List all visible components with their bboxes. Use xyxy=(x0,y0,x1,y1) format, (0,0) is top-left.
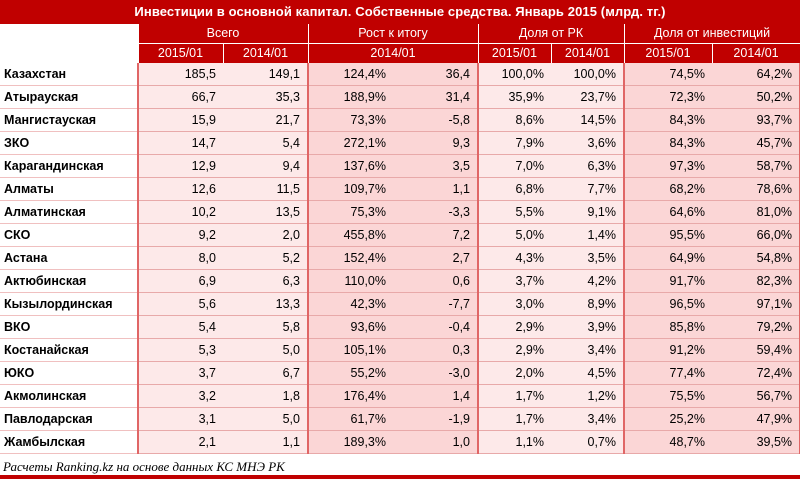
cell: 5,4 xyxy=(223,132,308,155)
cell: 73,3% xyxy=(308,109,393,132)
cell: 3,1 xyxy=(138,408,223,431)
cell: 1,0 xyxy=(393,431,478,454)
cell: 1,8 xyxy=(223,385,308,408)
cell: 11,5 xyxy=(223,178,308,201)
cell: 1,4 xyxy=(393,385,478,408)
cell: -1,9 xyxy=(393,408,478,431)
cell: 455,8% xyxy=(308,224,393,247)
cell: 5,4 xyxy=(138,316,223,339)
cell: 21,7 xyxy=(223,109,308,132)
cell: 42,3% xyxy=(308,293,393,316)
cell: 176,4% xyxy=(308,385,393,408)
cell: 188,9% xyxy=(308,86,393,109)
cell: 81,0% xyxy=(712,201,800,224)
cell: 74,5% xyxy=(624,63,712,86)
cell: 5,0 xyxy=(223,408,308,431)
cell: -5,8 xyxy=(393,109,478,132)
cell: 0,6 xyxy=(393,270,478,293)
cell: 5,5% xyxy=(478,201,551,224)
cell: 1,1% xyxy=(478,431,551,454)
sub-header-row xyxy=(0,44,800,64)
cell: 12,6 xyxy=(138,178,223,201)
cell: -3,3 xyxy=(393,201,478,224)
group-header-share-invest: Доля от инвестиций xyxy=(624,24,800,44)
group-header-total: Всего xyxy=(138,24,308,44)
col-share-inv-2015: 2015/01 xyxy=(624,44,712,64)
table-row xyxy=(0,247,800,270)
cell: 5,2 xyxy=(223,247,308,270)
cell: 137,6% xyxy=(308,155,393,178)
cell: 91,2% xyxy=(624,339,712,362)
cell: 6,7 xyxy=(223,362,308,385)
table-row xyxy=(0,293,800,316)
cell: 23,7% xyxy=(551,86,624,109)
row-label: ВКО xyxy=(0,316,138,339)
cell: 35,9% xyxy=(478,86,551,109)
cell: 2,1 xyxy=(138,431,223,454)
row-label: Мангистауская xyxy=(0,109,138,132)
cell: 5,8 xyxy=(223,316,308,339)
cell: 1,1 xyxy=(393,178,478,201)
cell: 7,9% xyxy=(478,132,551,155)
cell: 149,1 xyxy=(223,63,308,86)
cell: 8,0 xyxy=(138,247,223,270)
cell: 2,9% xyxy=(478,316,551,339)
cell: 93,7% xyxy=(712,109,800,132)
cell: 54,8% xyxy=(712,247,800,270)
cell: 272,1% xyxy=(308,132,393,155)
cell: 0,7% xyxy=(551,431,624,454)
cell: 4,2% xyxy=(551,270,624,293)
cell: 7,2 xyxy=(393,224,478,247)
chart-title-row xyxy=(0,0,800,24)
row-label: ЗКО xyxy=(0,132,138,155)
cell: 100,0% xyxy=(478,63,551,86)
cell: 100,0% xyxy=(551,63,624,86)
table-row xyxy=(0,385,800,408)
cell: 3,2 xyxy=(138,385,223,408)
row-label: Павлодарская xyxy=(0,408,138,431)
cell: 8,6% xyxy=(478,109,551,132)
cell: 3,4% xyxy=(551,339,624,362)
cell: 68,2% xyxy=(624,178,712,201)
col-share-inv-2014: 2014/01 xyxy=(712,44,800,64)
cell: 5,3 xyxy=(138,339,223,362)
row-label: Алматинская xyxy=(0,201,138,224)
row-label: Алматы xyxy=(0,178,138,201)
group-header-row xyxy=(0,24,800,44)
cell: 36,4 xyxy=(393,63,478,86)
table-row xyxy=(0,63,800,86)
cell: 47,9% xyxy=(712,408,800,431)
cell: 97,1% xyxy=(712,293,800,316)
cell: 84,3% xyxy=(624,109,712,132)
cell: 84,3% xyxy=(624,132,712,155)
cell: 85,8% xyxy=(624,316,712,339)
cell: 45,7% xyxy=(712,132,800,155)
col-total-2015: 2015/01 xyxy=(138,44,223,64)
source-note: Расчеты Ranking.kz на основе данных КС МНЭ РК xyxy=(3,459,285,474)
page-title: Инвестиции в основной капитал. Собственные средства. Январь 2015 (млрд. тг.) xyxy=(0,0,800,24)
cell: 7,0% xyxy=(478,155,551,178)
col-share-rk-2014: 2014/01 xyxy=(551,44,624,64)
cell: 64,6% xyxy=(624,201,712,224)
cell: 110,0% xyxy=(308,270,393,293)
cell: 3,7 xyxy=(138,362,223,385)
cell: 78,6% xyxy=(712,178,800,201)
cell: 8,9% xyxy=(551,293,624,316)
cell: 6,9 xyxy=(138,270,223,293)
cell: 15,9 xyxy=(138,109,223,132)
cell: 7,7% xyxy=(551,178,624,201)
row-label: Карагандинская xyxy=(0,155,138,178)
row-label: Жамбылская xyxy=(0,431,138,454)
cell: 12,9 xyxy=(138,155,223,178)
cell: 0,3 xyxy=(393,339,478,362)
cell: 9,2 xyxy=(138,224,223,247)
cell: 185,5 xyxy=(138,63,223,86)
table-row xyxy=(0,316,800,339)
table-row xyxy=(0,270,800,293)
cell: 3,5 xyxy=(393,155,478,178)
cell: 59,4% xyxy=(712,339,800,362)
cell: 1,7% xyxy=(478,408,551,431)
cell: 95,5% xyxy=(624,224,712,247)
cell: 3,5% xyxy=(551,247,624,270)
row-label: Акмолинская xyxy=(0,385,138,408)
cell: 13,3 xyxy=(223,293,308,316)
cell: -7,7 xyxy=(393,293,478,316)
corner-cell xyxy=(0,24,138,44)
cell: 1,1 xyxy=(223,431,308,454)
table-row xyxy=(0,201,800,224)
cell: 13,5 xyxy=(223,201,308,224)
cell: 64,9% xyxy=(624,247,712,270)
cell: 105,1% xyxy=(308,339,393,362)
table-row xyxy=(0,109,800,132)
cell: 3,0% xyxy=(478,293,551,316)
cell: 109,7% xyxy=(308,178,393,201)
cell: -3,0 xyxy=(393,362,478,385)
cell: 2,0 xyxy=(223,224,308,247)
cell: 6,3 xyxy=(223,270,308,293)
table-row xyxy=(0,431,800,454)
cell: 97,3% xyxy=(624,155,712,178)
cell: 1,2% xyxy=(551,385,624,408)
cell: 14,7 xyxy=(138,132,223,155)
cell: 2,9% xyxy=(478,339,551,362)
cell: 35,3 xyxy=(223,86,308,109)
group-header-share-rk: Доля от РК xyxy=(478,24,624,44)
cell: 48,7% xyxy=(624,431,712,454)
cell: 31,4 xyxy=(393,86,478,109)
table-row xyxy=(0,362,800,385)
cell: 55,2% xyxy=(308,362,393,385)
cell: 39,5% xyxy=(712,431,800,454)
cell: 5,6 xyxy=(138,293,223,316)
cell: 25,2% xyxy=(624,408,712,431)
cell: 91,7% xyxy=(624,270,712,293)
cell: -0,4 xyxy=(393,316,478,339)
cell: 3,7% xyxy=(478,270,551,293)
corner-cell-2 xyxy=(0,44,138,64)
cell: 77,4% xyxy=(624,362,712,385)
cell: 1,4% xyxy=(551,224,624,247)
col-share-rk-2015: 2015/01 xyxy=(478,44,551,64)
row-label: Кызылординская xyxy=(0,293,138,316)
row-label: СКО xyxy=(0,224,138,247)
cell: 189,3% xyxy=(308,431,393,454)
row-label: Костанайская xyxy=(0,339,138,362)
cell: 9,1% xyxy=(551,201,624,224)
cell: 4,5% xyxy=(551,362,624,385)
col-total-2014: 2014/01 xyxy=(223,44,308,64)
table-row xyxy=(0,155,800,178)
cell: 4,3% xyxy=(478,247,551,270)
cell: 2,7 xyxy=(393,247,478,270)
cell: 58,7% xyxy=(712,155,800,178)
cell: 6,8% xyxy=(478,178,551,201)
table-row xyxy=(0,408,800,431)
row-label: Актюбинская xyxy=(0,270,138,293)
table-row xyxy=(0,224,800,247)
col-growth-2014: 2014/01 xyxy=(308,44,478,64)
cell: 82,3% xyxy=(712,270,800,293)
cell: 9,4 xyxy=(223,155,308,178)
group-header-growth: Рост к итогу xyxy=(308,24,478,44)
table-row xyxy=(0,178,800,201)
row-label: Атырауская xyxy=(0,86,138,109)
row-label: Казахстан xyxy=(0,63,138,86)
cell: 75,3% xyxy=(308,201,393,224)
cell: 14,5% xyxy=(551,109,624,132)
cell: 61,7% xyxy=(308,408,393,431)
cell: 5,0 xyxy=(223,339,308,362)
cell: 56,7% xyxy=(712,385,800,408)
cell: 2,0% xyxy=(478,362,551,385)
table-row xyxy=(0,339,800,362)
cell: 10,2 xyxy=(138,201,223,224)
cell: 1,7% xyxy=(478,385,551,408)
cell: 5,0% xyxy=(478,224,551,247)
row-label: Астана xyxy=(0,247,138,270)
cell: 152,4% xyxy=(308,247,393,270)
cell: 50,2% xyxy=(712,86,800,109)
cell: 66,0% xyxy=(712,224,800,247)
cell: 6,3% xyxy=(551,155,624,178)
cell: 64,2% xyxy=(712,63,800,86)
cell: 72,3% xyxy=(624,86,712,109)
cell: 3,6% xyxy=(551,132,624,155)
cell: 96,5% xyxy=(624,293,712,316)
cell: 72,4% xyxy=(712,362,800,385)
cell: 93,6% xyxy=(308,316,393,339)
cell: 3,4% xyxy=(551,408,624,431)
cell: 124,4% xyxy=(308,63,393,86)
table-row xyxy=(0,86,800,109)
cell: 79,2% xyxy=(712,316,800,339)
cell: 9,3 xyxy=(393,132,478,155)
cell: 3,9% xyxy=(551,316,624,339)
cell: 66,7 xyxy=(138,86,223,109)
row-label: ЮКО xyxy=(0,362,138,385)
table-row xyxy=(0,132,800,155)
cell: 75,5% xyxy=(624,385,712,408)
